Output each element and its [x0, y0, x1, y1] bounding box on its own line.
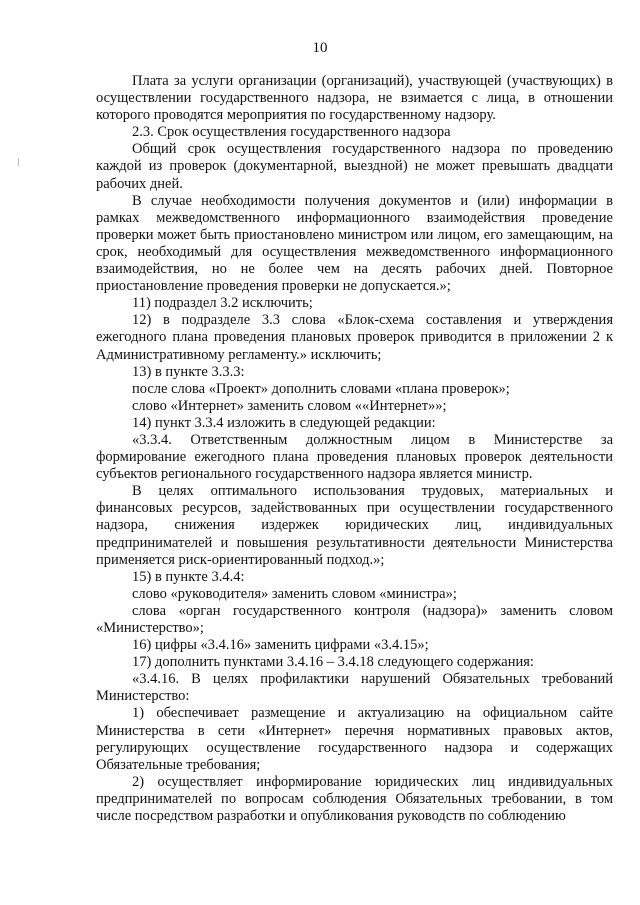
paragraph: 14) пункт 3.3.4 изложить в следующей редакции: — [132, 414, 436, 431]
section-heading: 2.3. Срок осуществления государственного надзора — [132, 124, 451, 141]
document-body — [96, 73, 613, 825]
paragraph: В случае необходимости получения документов и (или) информации в рамках межведомственного информационного взаимодействия проведение проверки может быть приостановлено министром или лицом, его замещающим, на срок, необходимый для осуществления межведомственного информационного взаимодействия, но не более чем на десять рабочих дней. Повторное приостановление проведения проверки не допускается.»; — [96, 192, 613, 295]
paragraph: 1) обеспечивает размещение и актуализацию на официальном сайте Министерства в сети «Интернет» перечня нормативных правовых актов, регулирующих осуществление государственного надзора и содержащих Обязательные требования; — [96, 705, 613, 773]
paragraph: В целях оптимального использования трудовых, материальных и финансовых ресурсов, задействованных при осуществлении государственного надзора, снижения издержек юридических лиц, индивидуальных предпринимателей и повышения результативности деятельности Министерства применяется риск-ориентированный подход.»; — [96, 483, 613, 568]
page-number: 10 — [312, 40, 328, 56]
paragraph: 11) подраздел 3.2 исключить; — [132, 295, 313, 312]
paragraph: Плата за услуги организации (организаций), участвующей (участвующих) в осуществлении государственного надзора, не взимается с лица, в отношении которого проводятся мероприятия по государственному надзору. — [96, 73, 613, 124]
paragraph: 2) осуществляет информирование юридических лиц индивидуальных предпринимателей по вопросам соблюдения Обязательных требовании, в том числе посредством разработки и опубликования руководств по соблюдению — [96, 773, 613, 825]
paragraph: 15) в пункте 3.4.4: — [132, 568, 245, 585]
paragraph: слова «орган государственного контроля (надзора)» заменить словом «Министерство»; — [96, 602, 613, 636]
paragraph: «3.4.16. В целях профилактики нарушений Обязательных требований Министерство: — [96, 671, 613, 705]
paragraph: слово «Интернет» заменить словом ««Интернет»»; — [132, 397, 447, 414]
paragraph: Общий срок осуществления государственного надзора по проведению каждой из проверок (документарной, выездной) не может превышать двадцати рабочих дней. — [96, 141, 613, 192]
paragraph: слово «руководителя» заменить словом «министра»; — [132, 585, 457, 602]
paragraph: 13) в пункте 3.3.3: — [132, 363, 245, 380]
paragraph: после слова «Проект» дополнить словами «плана проверок»; — [132, 380, 510, 397]
paragraph: 17) дополнить пунктами 3.4.16 – 3.4.18 следующего содержания: — [132, 654, 534, 671]
paragraph: 16) цифры «3.4.16» заменить цифрами «3.4.15»; — [132, 637, 429, 654]
scan-mark — [18, 158, 19, 166]
paragraph: 12) в подразделе 3.3 слова «Блок-схема составления и утверждения ежегодного плана проведения плановых проверок приводится в приложении 2 к Административному регламенту.» исключить; — [96, 312, 613, 363]
paragraph: «3.3.4. Ответственным должностным лицом в Министерстве за формирование ежегодного плана проведения плановых проверок деятельности субъектов регионального государственного надзора является министр. — [96, 431, 613, 483]
